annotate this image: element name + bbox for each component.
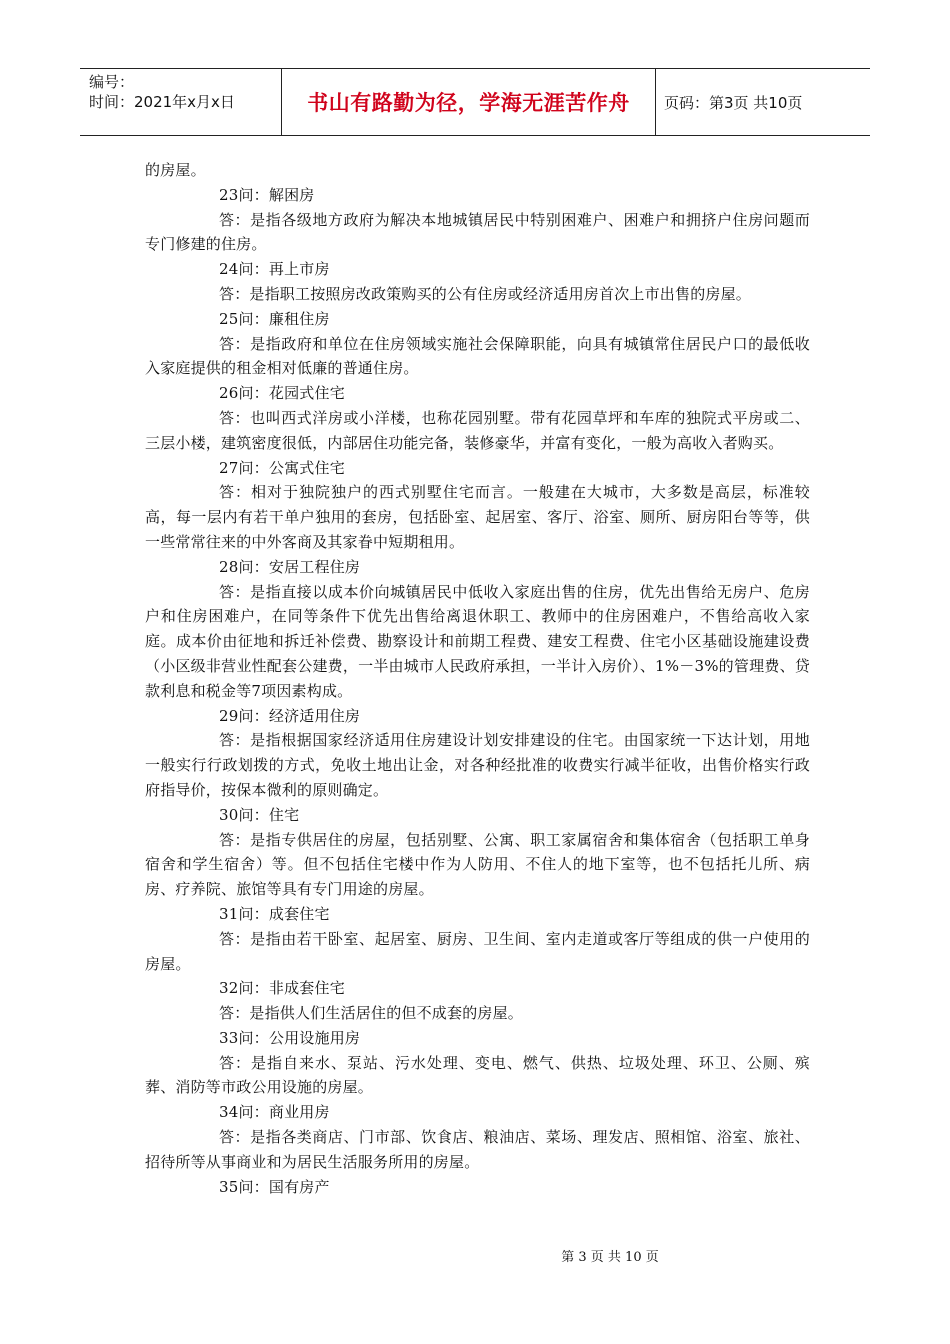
answer-paragraph: 答：是指自来水、泵站、污水处理、变电、燃气、供热、垃圾处理、环卫、公厕、殡葬、消防等市政公用设施的房屋。 bbox=[145, 1053, 810, 1097]
answer-paragraph: 答：相对于独院独户的西式别墅住宅而言。一般建在大城市，大多数是高层，标准较高，每一层内有若干单户独用的套房，包括卧室、起居室、客厅、浴室、厕所、厨房阳台等等，供一些常常往来的中外客商及其家眷中短期租用。 bbox=[145, 483, 810, 551]
question-heading: 34问：商业用房 bbox=[219, 1103, 330, 1122]
question-heading: 32问：非成套住宅 bbox=[219, 979, 345, 998]
question-heading: 31问：成套住宅 bbox=[219, 904, 330, 923]
document-number-label: 编号： bbox=[89, 73, 135, 91]
answer-paragraph: 答：是指由若干卧室、起居室、厨房、卫生间、室内走道或客厅等组成的供一户使用的房屋。 bbox=[145, 929, 810, 973]
qa-list bbox=[145, 183, 810, 1200]
question-heading: 27问：公寓式住宅 bbox=[219, 458, 345, 477]
question-heading: 29问：经济适用住房 bbox=[219, 706, 361, 725]
question-heading: 25问：廉租住房 bbox=[219, 309, 330, 328]
question-heading: 24问：再上市房 bbox=[219, 260, 330, 279]
page-footer: 第 3 页 共 10 页 bbox=[561, 1250, 659, 1265]
document-date-label: 时间：2021年x月x日 bbox=[89, 93, 235, 111]
question-heading: 23问：解困房 bbox=[219, 185, 315, 204]
question-heading: 35问：国有房产 bbox=[219, 1177, 330, 1196]
question-heading: 30问：住宅 bbox=[219, 805, 300, 824]
answer-paragraph: 答：是指职工按照房改政策购买的公有住房或经济适用房首次上市出售的房屋。 bbox=[219, 284, 752, 303]
answer-paragraph: 答：是指根据国家经济适用住房建设计划安排建设的住宅。由国家统一下达计划，用地一般实行行政划拨的方式，免收土地出让金，对各种经批准的收费实行减半征收，出售价格实行政府指导价，按保本微利的原则确定。 bbox=[145, 731, 810, 799]
header-page-number: 页码：第3页 共10页 bbox=[664, 93, 803, 112]
page-header bbox=[80, 68, 870, 136]
answer-paragraph: 答：是指直接以成本价向城镇居民中低收入家庭出售的住房，优先出售给无房户、危房户和住房困难户，在同等条件下优先出售给离退休职工、教师中的住房困难户，不售给高收入家庭。成本价由征地和拆迁补偿费、勘察设计和前期工程费、建安工程费、住宅小区基础设施建设费（小区级非营业性配套公建费，一半由城市人民政府承担，一半计入房价）、1%－3%的管理费、贷款利息和税金等7项因素构成。 bbox=[145, 582, 810, 700]
continued-paragraph: 的房屋。 bbox=[145, 161, 206, 179]
answer-paragraph: 答：是指供人们生活居住的但不成套的房屋。 bbox=[219, 1004, 524, 1023]
question-heading: 26问：花园式住宅 bbox=[219, 384, 345, 403]
answer-paragraph: 答：是指专供居住的房屋，包括别墅、公寓、职工家属宿舍和集体宿舍（包括职工单身宿舍和学生宿舍）等。但不包括住宅楼中作为人防用、不住人的地下室等，也不包括托儿所、病房、疗养院、旅馆等具有专门用途的房屋。 bbox=[145, 830, 810, 899]
answer-paragraph: 答：是指各级地方政府为解决本地城镇居民中特别困难户、困难户和拥挤户住房问题而专门修建的住房。 bbox=[145, 210, 810, 254]
answer-paragraph: 答：是指政府和单位在住房领域实施社会保障职能，向具有城镇常住居民户口的最低收入家庭提供的租金相对低廉的普通住房。 bbox=[145, 334, 810, 378]
document-body bbox=[145, 158, 810, 1199]
question-heading: 28问：安居工程住房 bbox=[219, 557, 361, 576]
question-heading: 33问：公用设施用房 bbox=[219, 1028, 361, 1047]
header-meta bbox=[80, 69, 282, 135]
answer-paragraph: 答：是指各类商店、门市部、饮食店、粮油店、菜场、理发店、照相馆、浴室、旅社、招待所等从事商业和为居民生活服务所用的房屋。 bbox=[145, 1128, 810, 1171]
header-motto: 书山有路勤为径，学海无涯苦作舟 bbox=[282, 69, 656, 135]
answer-paragraph: 答：也叫西式洋房或小洋楼，也称花园别墅。带有花园草坪和车库的独院式平房或二、三层小楼，建筑密度很低，内部居住功能完备，装修豪华，并富有变化，一般为高收入者购买。 bbox=[145, 408, 810, 452]
